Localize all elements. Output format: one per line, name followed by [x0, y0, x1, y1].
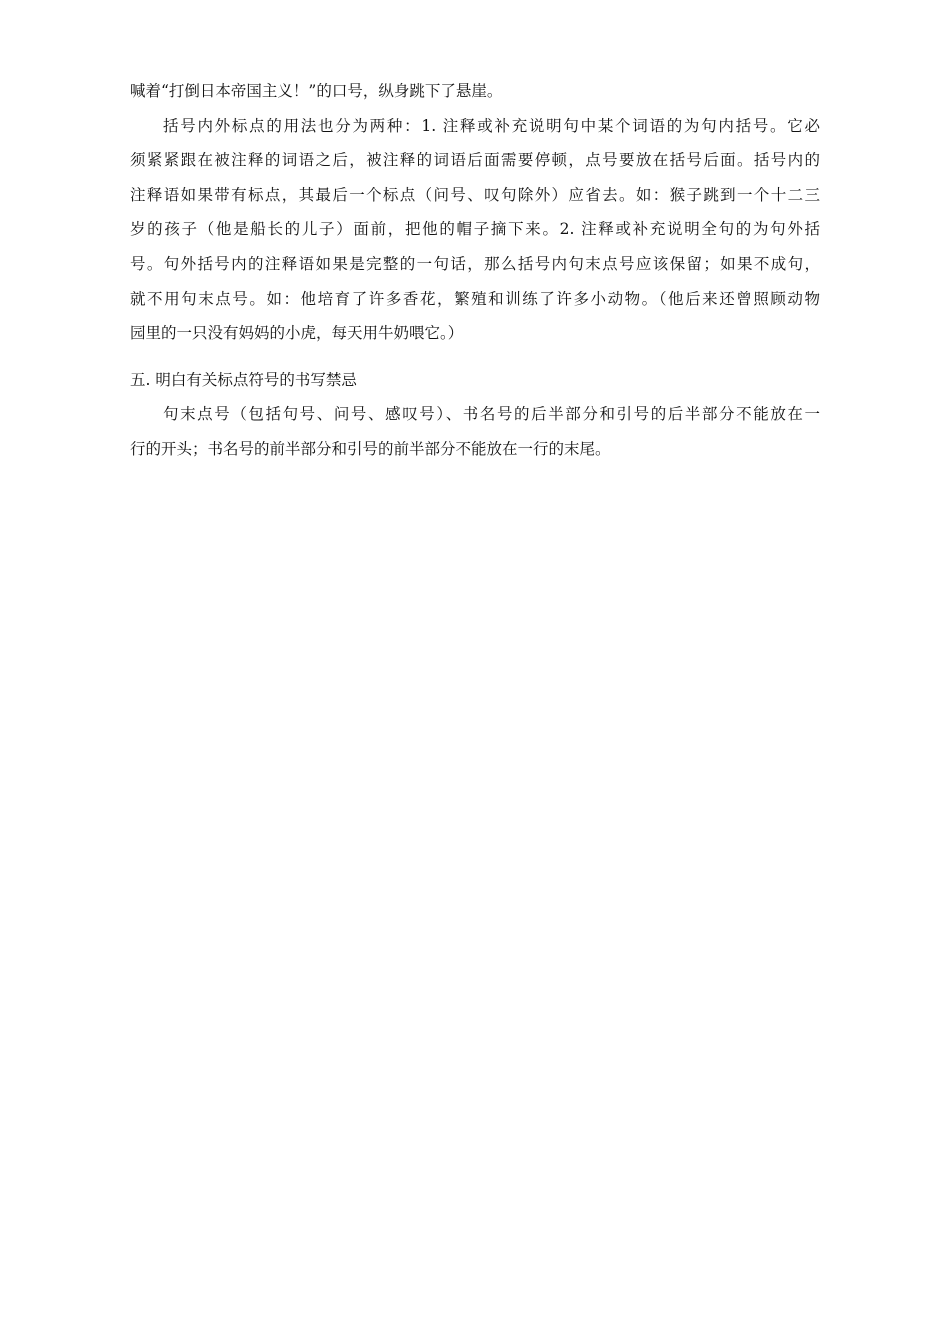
paragraph-bracket-usage [130, 109, 820, 351]
text-line: 须紧紧跟在被注释的词语之后，被注释的词语后面需要停顿，点号要放在括号后面。括号内的 [130, 151, 820, 170]
text-line: 园里的一只没有妈妈的小虎，每天用牛奶喂它。） [130, 324, 464, 343]
text-line: 就不用句末点号。如：他培育了许多香花，繁殖和训练了许多小动物。（他后来还曾照顾动物 [130, 289, 820, 308]
text-line: 括号内外标点的用法也分为两种：1. 注释或补充说明句中某个词语的为句内括号。它必 [163, 116, 820, 135]
text-line: 岁的孩子（他是船长的儿子）面前，把他的帽子摘下来。2. 注释或补充说明全句的为句外括 [130, 220, 820, 239]
document-page [130, 74, 820, 467]
text-line: 句末点号（包括句号、问号、感叹号）、书名号的后半部分和引号的后半部分不能放在一 [163, 405, 820, 424]
text-line: 注释语如果带有标点，其最后一个标点（问号、叹句除外）应省去。如：猴子跳到一个十二三 [130, 185, 820, 204]
paragraph-continuation [130, 74, 820, 109]
section-five [130, 363, 820, 467]
text-line: 行的开头；书名号的前半部分和引号的前半部分不能放在一行的末尾。 [130, 439, 611, 458]
section-heading: 五. 明白有关标点符号的书写禁忌 [130, 370, 357, 389]
text-line: 喊着“打倒日本帝国主义！”的口号，纵身跳下了悬崖。 [130, 82, 503, 100]
section-spacer [130, 351, 820, 363]
text-line: 号。句外括号内的注释语如果是完整的一句话，那么括号内句末点号应该保留；如果不成句， [130, 254, 820, 273]
